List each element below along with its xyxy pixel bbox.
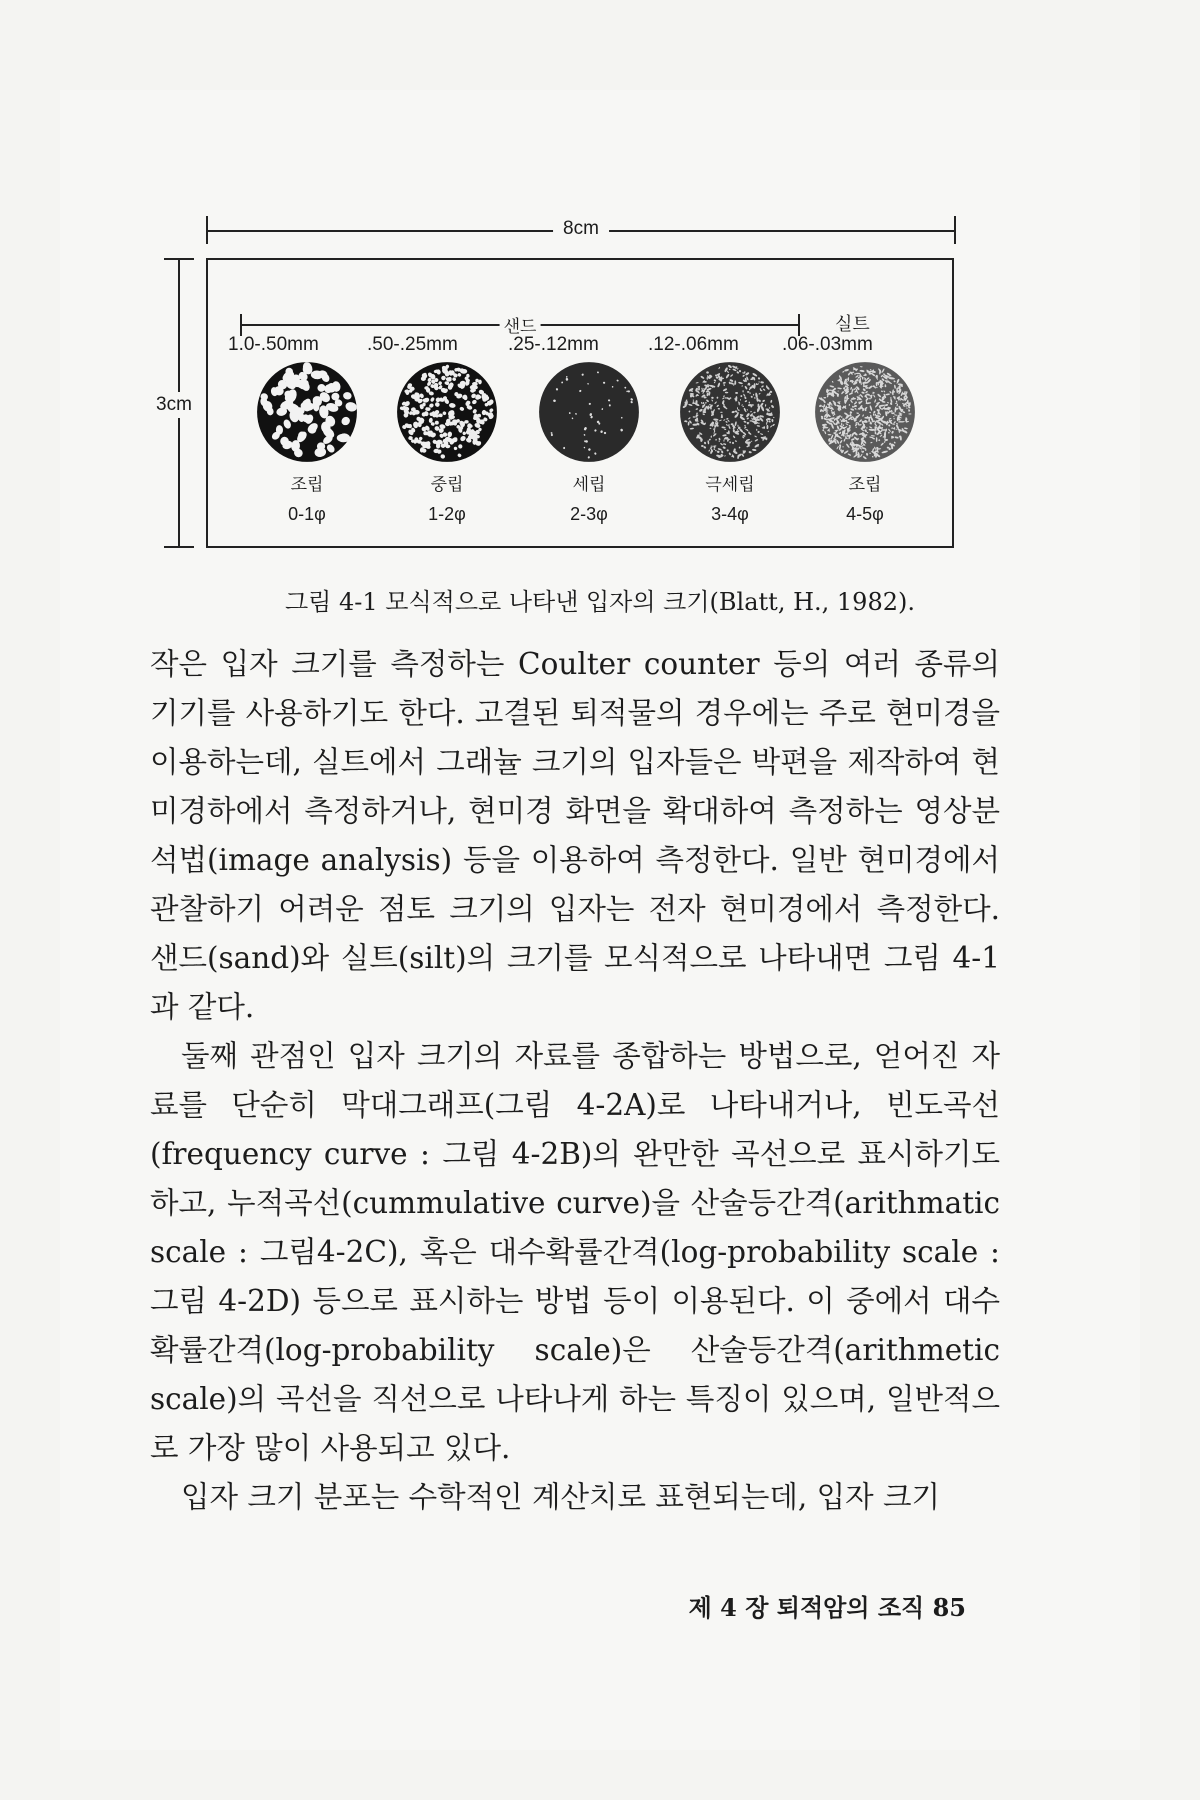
page-footer: 제 4 장 퇴적암의 조직 85	[688, 1593, 966, 1622]
grain-phi-2: 1-2φ	[428, 504, 466, 524]
grain-name-5: 조립	[848, 475, 882, 495]
grain-name-2: 중립	[430, 475, 464, 495]
grain-range-4: .12-.06mm	[648, 334, 739, 355]
width-dimension	[206, 210, 956, 250]
grain-range-2: .50-.25mm	[367, 334, 458, 355]
grain-phi-4: 3-4φ	[711, 504, 749, 524]
grain-coarse-sand-circle	[255, 360, 359, 464]
width-label: 8cm	[553, 218, 609, 240]
height-label: 3cm	[156, 392, 192, 418]
grain-range-3: .25-.12mm	[508, 334, 599, 355]
grain-range-1: 1.0-.50mm	[228, 334, 319, 355]
grain-phi-3: 2-3φ	[570, 504, 608, 524]
grain-fine-sand-circle	[537, 360, 641, 464]
grain-name-1: 조립	[290, 475, 324, 495]
grain-medium-sand-circle	[395, 360, 499, 464]
silt-label: 실트	[835, 314, 870, 335]
height-dimension	[156, 258, 194, 548]
grain-phi-1: 0-1φ	[288, 504, 326, 524]
figure-4-1	[0, 0, 1200, 620]
figure-caption: 그림 4-1 모식적으로 나타낸 입자의 크기(Blatt, H., 1982).	[285, 588, 915, 616]
paragraph-3: 입자 크기 분포는 수학적인 계산치로 표현되는데, 입자 크기	[181, 1480, 940, 1514]
grain-name-4: 극세립	[705, 475, 755, 495]
grain-phi-5: 4-5φ	[846, 504, 884, 524]
grain-range-5: .06-.03mm	[782, 334, 873, 355]
paragraph-2: 둘째 관점인 입자 크기의 자료를 종합하는 방법으로, 얻어진 자료를 단순히 막대그래프(그림 4-2A)로 나타내거나, 빈도곡선(frequency curve : 그림 4-2B)의 완만한 곡선으로 표시하기도 하고, 누적곡선(cummulative curve)을 산술등간격(arithmatic scale : 그림4-2C), 혹은 대수확률간격(log-probability scale : 그림 4-2D) 등으로 표시하는 방법 등이 이용된다. 이 중에서 대수확률간격(log-probability scale)은 산술등간격(arithmetic scale)의 곡선을 직선으로 나타나게 하는 특징이 있으며, 일반적으로 가장 많이 사용되고 있다.	[150, 1039, 1000, 1465]
grain-name-3: 세립	[572, 475, 606, 495]
paragraph-1: 작은 입자 크기를 측정하는 Coulter counter 등의 여러 종류의 기기를 사용하기도 한다. 고결된 퇴적물의 경우에는 주로 현미경을 이용하는데, 실트에서 그래뉼 크기의 입자들은 박편을 제작하여 현미경하에서 측정하거나, 현미경 화면을 확대하여 측정하는 영상분석법(image analysis) 등을 이용하여 측정한다. 일반 현미경에서 관찰하기 어려운 점토 크기의 입자는 전자 현미경에서 측정한다. 샌드(sand)와 실트(silt)의 크기를 모식적으로 나타내면 그림 4-1과 같다.	[150, 647, 1000, 1024]
body-text	[150, 640, 1000, 1522]
grain-very-fine-sand-circle	[678, 360, 782, 464]
grain-coarse-silt-circle	[813, 360, 917, 464]
sand-label: 샌드	[500, 312, 541, 337]
